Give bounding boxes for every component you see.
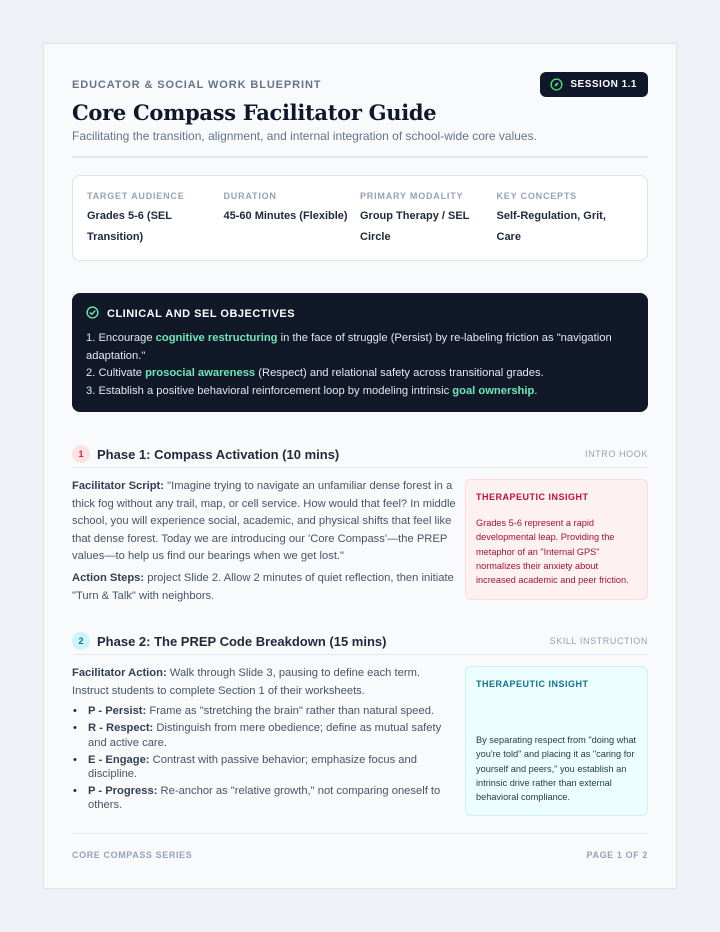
insight-title: THERAPEUTIC INSIGHT (476, 679, 589, 689)
list-item: • R - Respect: Distinguish from mere obedience; define as mutual safety and active care. (72, 721, 456, 749)
meta-value: Group Therapy / SEL Circle (360, 210, 470, 243)
prep-list (72, 704, 456, 812)
session-meta-card (72, 175, 648, 261)
meta-key-concepts (497, 191, 634, 260)
list-item: • P - Progress: Re-anchor as "relative growth," not comparing oneself to others. (72, 784, 456, 812)
objective-item: 2. Cultivate prosocial awareness (Respect) and relational safety across transitional grades. (86, 367, 544, 379)
phase-title: Phase 2: The PREP Code Breakdown (15 mins) (97, 633, 387, 649)
footer-series: CORE COMPASS SERIES (72, 850, 193, 860)
objectives-panel (72, 293, 648, 412)
list-item: • P - Persist: Frame as "stretching the brain" rather than natural speed. (72, 704, 456, 718)
phase-1-header (72, 441, 648, 467)
meta-label: TARGET AUDIENCE (87, 191, 185, 201)
objectives-list (86, 330, 634, 400)
footer-divider (72, 833, 648, 834)
phase-2-header (72, 628, 648, 654)
compass-icon (550, 78, 563, 91)
list-item: • E - Engage: Contrast with passive behavior; emphasize focus and discipline. (72, 753, 456, 781)
phase-tag: INTRO HOOK (584, 449, 648, 459)
phase-divider (72, 467, 648, 468)
objective-item: 1. Encourage cognitive restructuring in the face of struggle (Persist) by re-labeling friction as "navigation adaptation." (86, 332, 612, 362)
session-badge (540, 72, 648, 97)
meta-duration (224, 191, 361, 260)
eyebrow-label: EDUCATOR & SOCIAL WORK BLUEPRINT (72, 79, 322, 91)
footer-page-number: PAGE 1 OF 2 (586, 850, 648, 860)
meta-primary-modality (360, 191, 497, 260)
meta-value: Self-Regulation, Grit, Care (496, 210, 606, 243)
objective-item: 3. Establish a positive behavioral reinforcement loop by modeling intrinsic goal ownership. (86, 384, 538, 397)
meta-target-audience (87, 191, 224, 260)
session-badge-label: SESSION 1.1 (570, 79, 637, 90)
meta-label: PRIMARY MODALITY (360, 191, 464, 201)
check-circle-icon (86, 306, 99, 322)
therapeutic-insight-card (465, 479, 648, 600)
page-title: Core Compass Facilitator Guide (72, 100, 437, 125)
facilitator-action: Facilitator Action: Walk through Slide 3, pausing to define each term. Instruct students to complete Section 1 of their worksheets. (72, 667, 421, 697)
phase-title: Phase 1: Compass Activation (10 mins) (97, 446, 340, 462)
phase-divider (72, 654, 648, 655)
action-steps: Action Steps: project Slide 2. Allow 2 minutes of quiet reflection, then initiate "Turn & Talk" with neighbors. (72, 571, 454, 602)
insight-text: Grades 5-6 represent a rapid developmental leap. Providing the metaphor of an "Internal GPS" normalizes their anxiety about increased academic and peer friction. (476, 518, 629, 586)
phase-2-body (72, 665, 456, 816)
meta-value: 45-60 Minutes (Flexible) (223, 210, 348, 222)
objectives-header (86, 306, 634, 322)
insight-title: THERAPEUTIC INSIGHT (476, 492, 589, 502)
facilitator-script: Facilitator Script: "Imagine trying to navigate an unfamiliar dense forest in a thick fog without any trail, map, or cell service. How would that feel? In middle school, you will experience social, academic, and physical shifts that feel like that dense forest. Today we are introducing our 'Core Compass'—the PREP values—to help us find our bearings when we get lost." (72, 480, 456, 563)
meta-value: Grades 5-6 (SEL Transition) (87, 210, 172, 243)
objectives-title: CLINICAL AND SEL OBJECTIVES (107, 308, 296, 320)
therapeutic-insight-card (465, 666, 648, 816)
phase-number-badge: 2 (72, 632, 90, 650)
meta-label: DURATION (223, 191, 277, 201)
phase-tag: SKILL INSTRUCTION (549, 636, 648, 646)
page-subtitle: Facilitating the transition, alignment, and internal integration of school-wide core values. (72, 129, 537, 143)
meta-label: KEY CONCEPTS (496, 191, 577, 201)
document-page (43, 43, 677, 889)
header-divider (72, 156, 648, 158)
phase-1-body (72, 478, 456, 609)
phase-number-badge: 1 (72, 445, 90, 463)
insight-text: By separating respect from "doing what you're told" and placing it as "caring for yourself and peers," you establish an intrinsic drive rather than external behavioral compliance. (476, 735, 637, 803)
